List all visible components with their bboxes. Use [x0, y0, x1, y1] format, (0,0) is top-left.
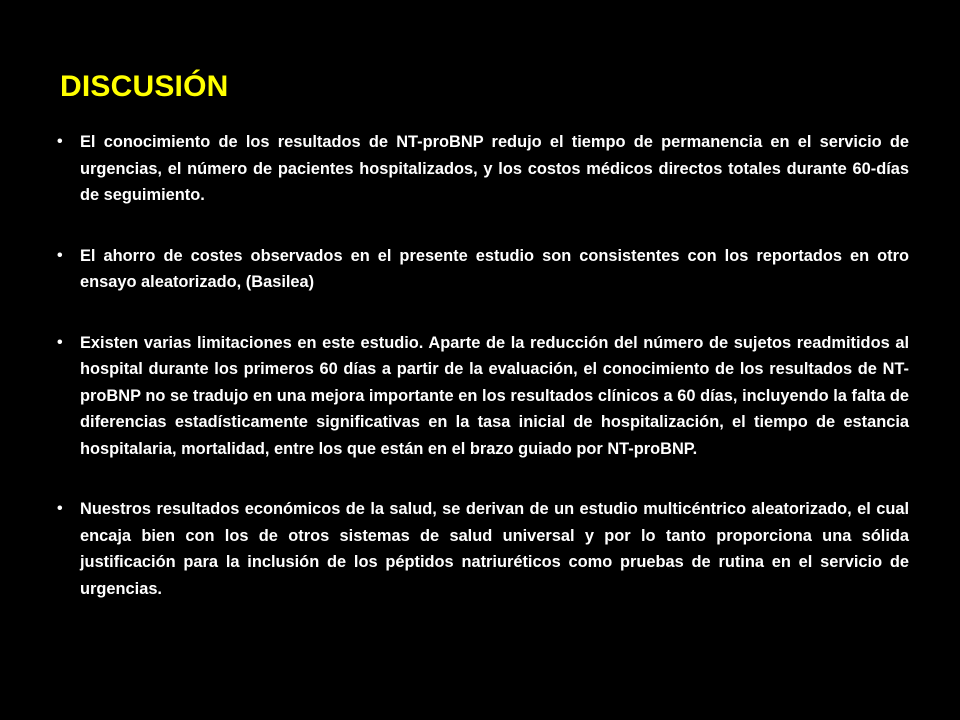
slide-title: DISCUSIÓN [60, 70, 229, 103]
bullet-text: El ahorro de costes observados en el presente estudio son consistentes con los reportados en otro ensayo aleatorizado, (Basilea) [80, 246, 909, 291]
bullet-text: Nuestros resultados económicos de la salud, se derivan de un estudio multicéntrico aleatorizado, el cual encaja bien con los de otros sistemas de salud universal y por lo tanto proporciona una sólida justificación para la inclusión de los péptidos natriuréticos como pruebas de rutina en el servicio de urgencias. [80, 500, 909, 598]
bullet-text: El conocimiento de los resultados de NT-proBNP redujo el tiempo de permanencia en el servicio de urgencias, el número de pacientes hospitalizados, y los costos médicos directos totales durante 60-días de seguimiento. [80, 133, 909, 204]
bullet-item [57, 129, 909, 209]
bullet-item [57, 243, 909, 296]
bullet-icon: • [57, 133, 63, 150]
bullet-icon: • [57, 500, 63, 517]
bullet-icon: • [57, 333, 63, 351]
bullet-icon: • [57, 246, 63, 264]
bullet-item [57, 330, 909, 463]
bullet-text: Existen varias limitaciones en este estudio. Aparte de la reducción del número de sujetos readmitidos al hospital durante los primeros 60 días a partir de la evaluación, el conocimiento de los resultados de NT-proBNP no se tradujo en una mejora importante en los resultados clínicos a 60 días, incluyendo la falta de diferencias estadísticamente significativas en la tasa inicial de hospitalización, el tiempo de estancia hospitalaria, mortalidad, entre los que están en el brazo guiado por NT-proBNP. [80, 333, 909, 458]
bullet-list [57, 129, 909, 636]
bullet-item [57, 496, 909, 602]
